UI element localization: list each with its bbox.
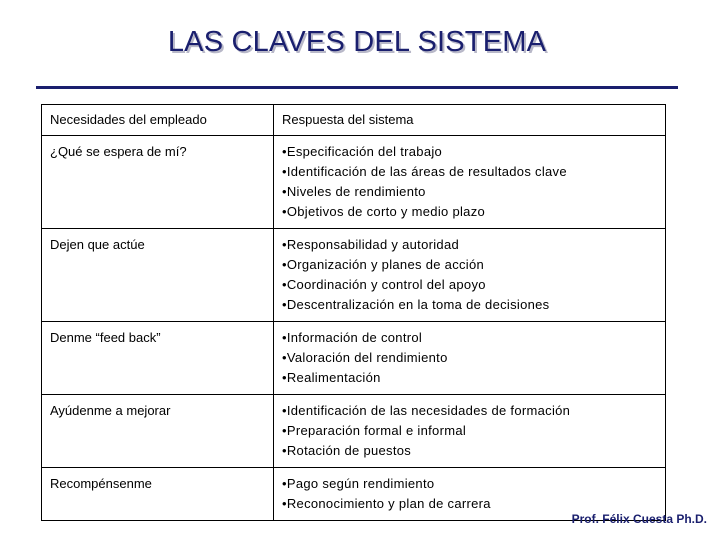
response-cell [274, 136, 666, 229]
column-header-needs: Necesidades del empleado [42, 105, 274, 136]
table-row [42, 136, 666, 229]
table-header-row [42, 105, 666, 136]
list-item: •Especificación del trabajo [282, 144, 443, 159]
keys-table [41, 104, 666, 521]
response-cell [274, 229, 666, 322]
column-header-responses: Respuesta del sistema [274, 105, 666, 136]
table-row [42, 395, 666, 468]
need-cell: Recompénsenme [42, 468, 274, 521]
list-item: •Realimentación [282, 370, 381, 385]
need-cell: ¿Qué se espera de mí? [42, 136, 274, 229]
response-cell [274, 322, 666, 395]
need-cell: Ayúdenme a mejorar [42, 395, 274, 468]
table-row [42, 322, 666, 395]
need-cell: Denme “feed back” [42, 322, 274, 395]
title-underline [36, 86, 678, 89]
need-cell: Dejen que actúe [42, 229, 274, 322]
response-list [282, 142, 657, 222]
response-list [282, 328, 657, 388]
list-item: •Preparación formal e informal [282, 423, 467, 438]
list-item: •Rotación de puestos [282, 443, 412, 458]
table-row [42, 229, 666, 322]
list-item: •Coordinación y control del apoyo [282, 277, 486, 292]
list-item: •Reconocimiento y plan de carrera [282, 496, 491, 511]
response-list [282, 401, 657, 461]
list-item: •Niveles de rendimiento [282, 184, 426, 199]
list-item: •Información de control [282, 330, 423, 345]
list-item: •Descentralización en la toma de decisiones [282, 297, 550, 312]
response-list [282, 235, 657, 315]
list-item: •Objetivos de corto y medio plazo [282, 204, 486, 219]
list-item: •Identificación de las necesidades de formación [282, 403, 571, 418]
response-list [282, 474, 657, 514]
list-item: •Pago según rendimiento [282, 476, 435, 491]
list-item: •Identificación de las áreas de resultados clave [282, 164, 567, 179]
response-cell [274, 395, 666, 468]
footer-credit: Prof. Félix Cuesta Ph.D. [571, 512, 707, 526]
list-item: •Valoración del rendimiento [282, 350, 448, 365]
list-item: •Organización y planes de acción [282, 257, 485, 272]
page-title: LAS CLAVES DEL SISTEMA [167, 26, 547, 58]
list-item: •Responsabilidad y autoridad [282, 237, 460, 252]
